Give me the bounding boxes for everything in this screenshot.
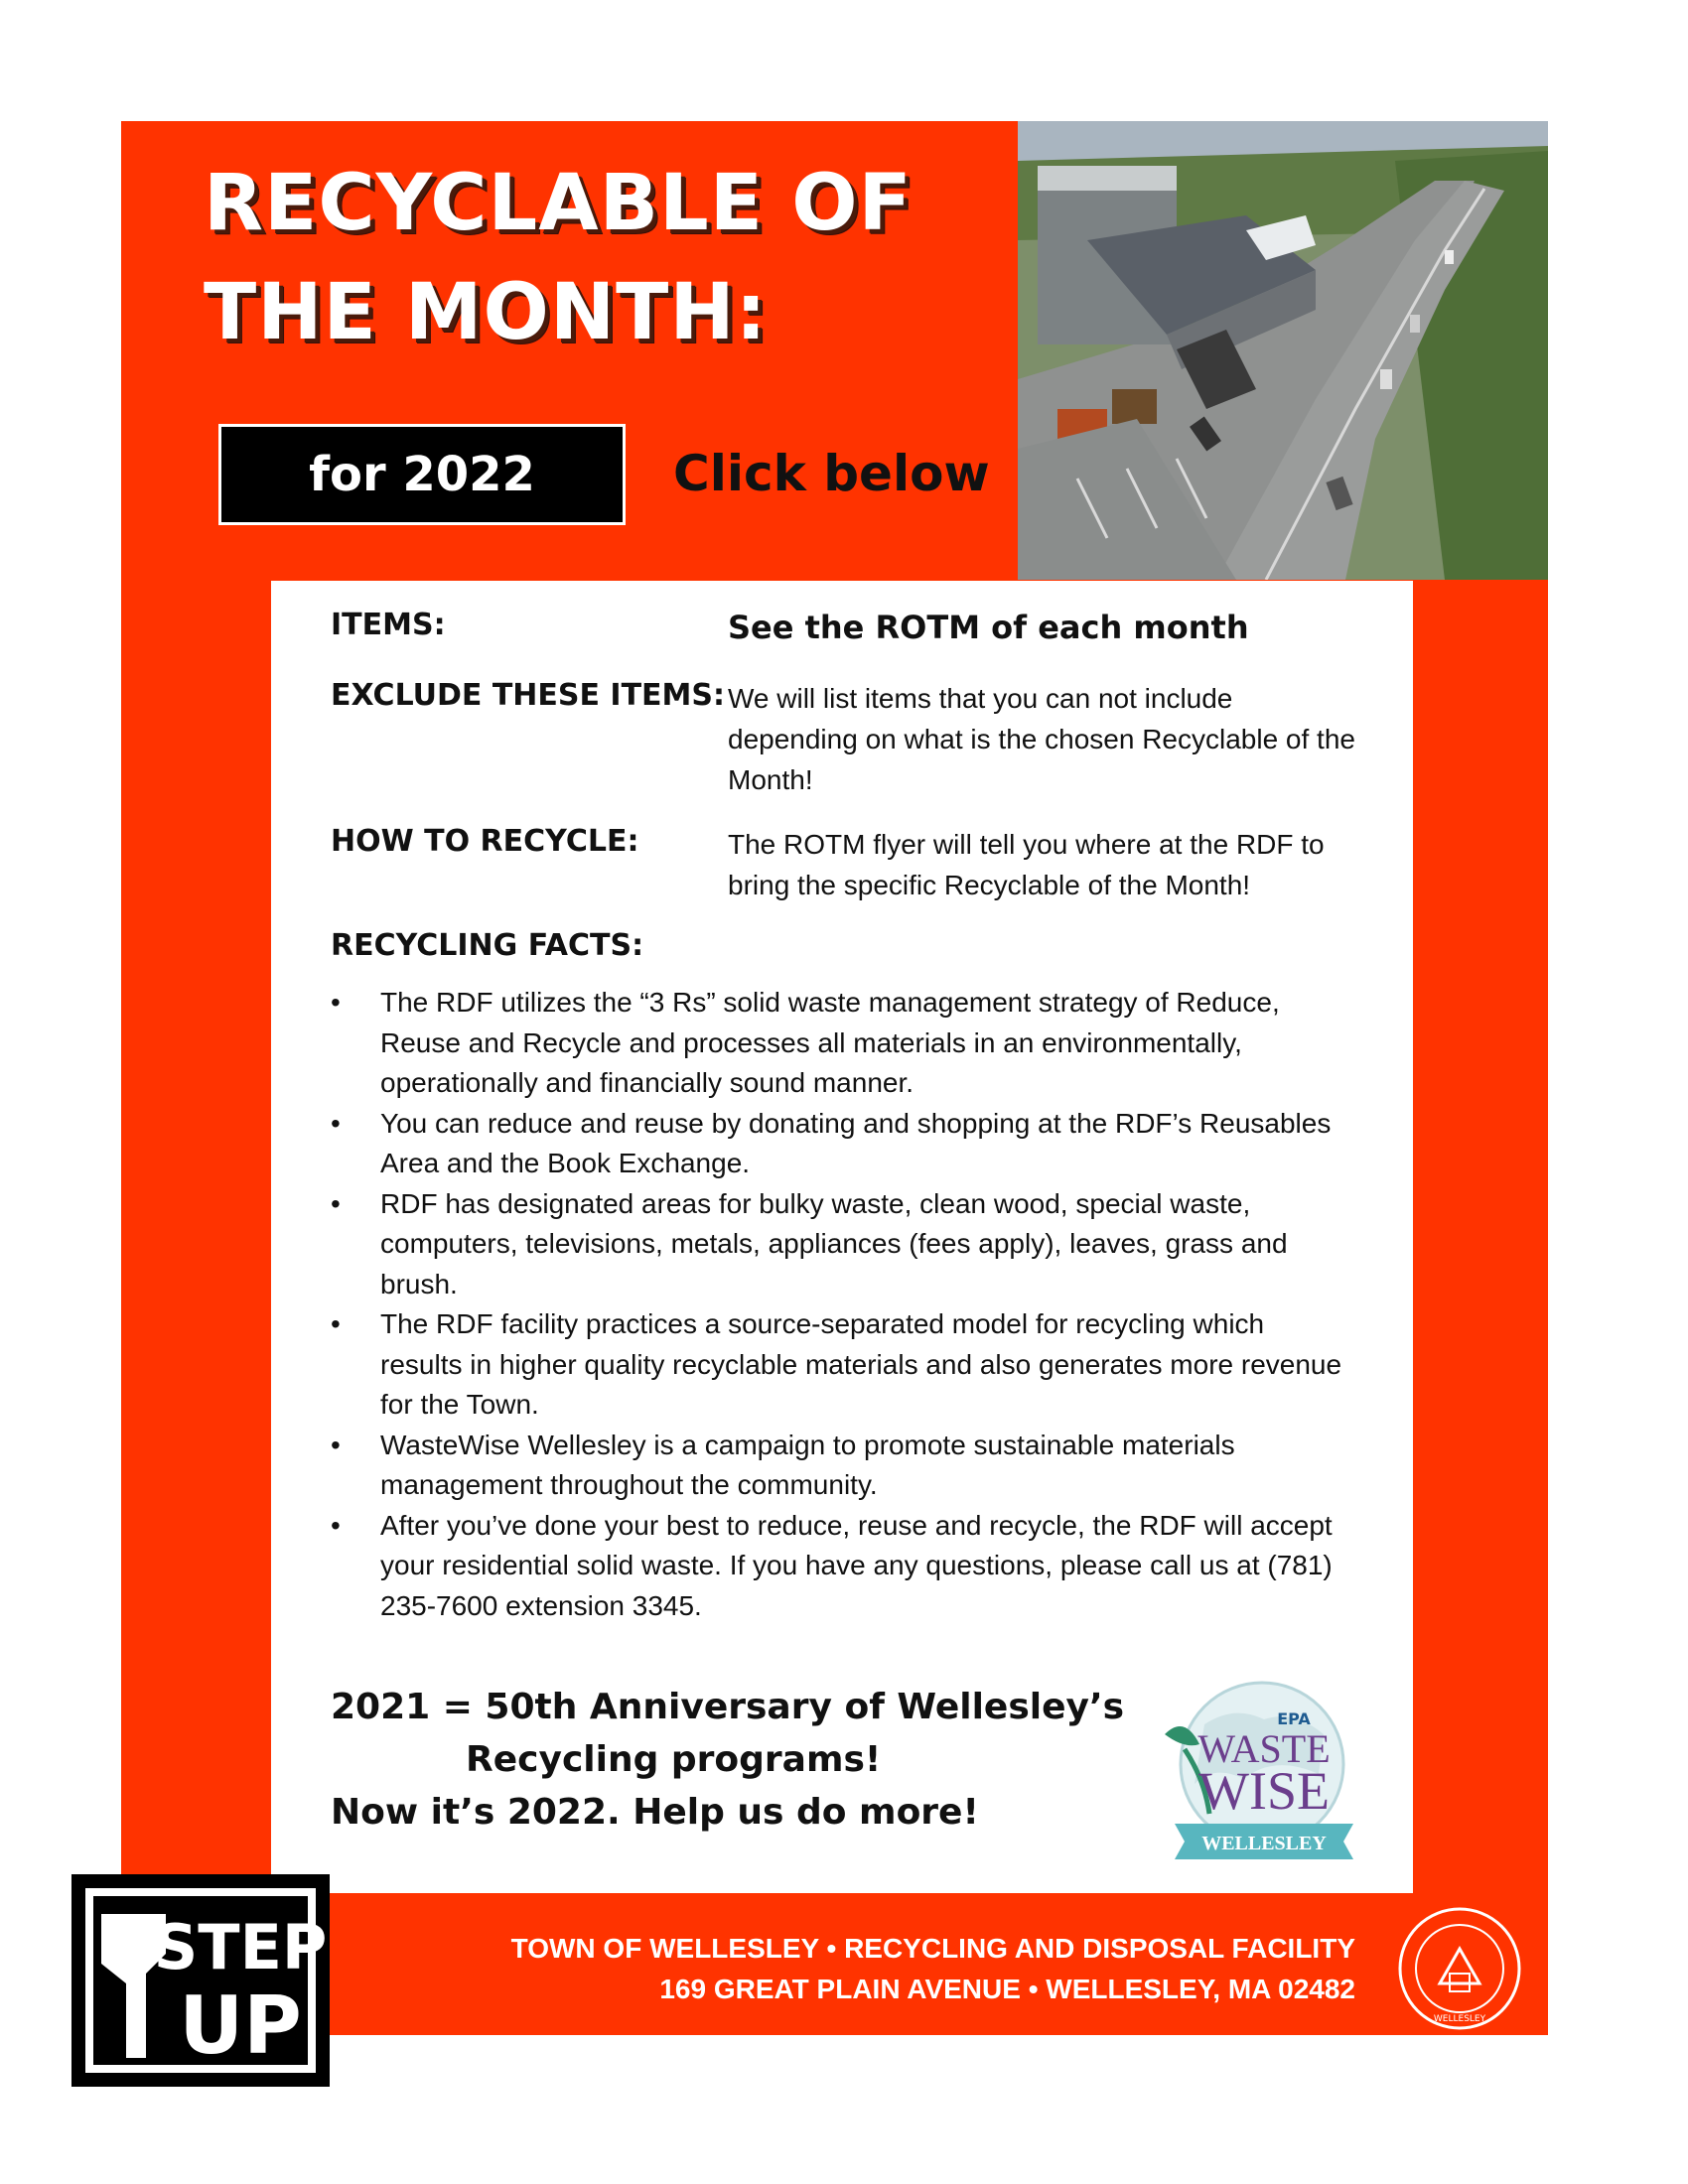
title-line-2: THE MONTH: [204,268,768,357]
year-badge: for 2022 [218,424,626,525]
exclude-value: We will list items that you can not include depending on what is the chosen Recyclable of the Month! [728,683,1355,795]
facility-aerial-photo [1018,121,1548,580]
page-title [204,149,1018,367]
items-value: See the ROTM of each month [728,609,1249,646]
click-below-link[interactable]: Click below [673,445,990,502]
list-item: • RDF has designated areas for bulky waste, clean wood, special waste, computers, televisions, metals, appliances (fees apply), leaves, grass and brush. [331,1184,1343,1305]
anniversary-line-1: 2021 = 50th Anniversary of Wellesley’s [331,1687,1125,1727]
anniversary-line-2: Recycling programs! [466,1739,882,1780]
how-to-recycle-label: HOW TO RECYCLE: [331,824,639,859]
facts-list [331,983,1343,1626]
title-line-1: RECYCLABLE OF [204,159,913,248]
footer-line-1: TOWN OF WELLESLEY • RECYCLING AND DISPOSAL FACILITY [510,1933,1355,1964]
facts-heading: RECYCLING FACTS: [331,928,644,963]
how-to-recycle-value: The ROTM flyer will tell you where at the RDF to bring the specific Recyclable of the Month! [728,829,1325,900]
anniversary-message [331,1681,1145,1839]
svg-text:EPA: EPA [1277,1709,1311,1728]
svg-text:WELLESLEY: WELLESLEY [1201,1833,1327,1854]
town-seal-icon [1395,1904,1524,2033]
svg-text:WELLESLEY: WELLESLEY [1433,2014,1486,2024]
svg-text:UP: UP [179,1979,302,2072]
anniversary-line-3: Now it’s 2022. Help us do more! [331,1792,979,1833]
info-card [271,581,1413,1893]
svg-text:WASTE: WASTE [1197,1726,1331,1771]
items-label: ITEMS: [331,608,446,642]
exclude-label: EXCLUDE THESE ITEMS: [331,678,726,713]
footer-address [417,1928,1355,2009]
list-item: • After you’ve done your best to reduce, reuse and recycle, the RDF will accept your residential solid waste. If you have any questions, please call us at (781) 235-7600 extension 3345. [331,1506,1343,1627]
aerial-photo-image [1018,121,1548,580]
svg-text:STEP: STEP [153,1911,328,1983]
list-item: • You can reduce and reuse by donating and shopping at the RDF’s Reusables Area and the Book Exchange. [331,1104,1343,1184]
svg-text:WISE: WISE [1198,1761,1330,1821]
list-item: • WasteWise Wellesley is a campaign to promote sustainable materials management throughout the community. [331,1426,1343,1506]
step-up-logo [71,1874,330,2087]
wastewise-logo [1155,1665,1353,1873]
footer-line-2: 169 GREAT PLAIN AVENUE • WELLESLEY, MA 02482 [659,1974,1355,2004]
list-item: • The RDF facility practices a source-separated model for recycling which results in higher quality recyclable materials and also generates more revenue for the Town. [331,1304,1343,1426]
list-item: • The RDF utilizes the “3 Rs” solid waste management strategy of Reduce, Reuse and Recycle and processes all materials in an environmentally, operationally and financially sound manner. [331,983,1343,1104]
